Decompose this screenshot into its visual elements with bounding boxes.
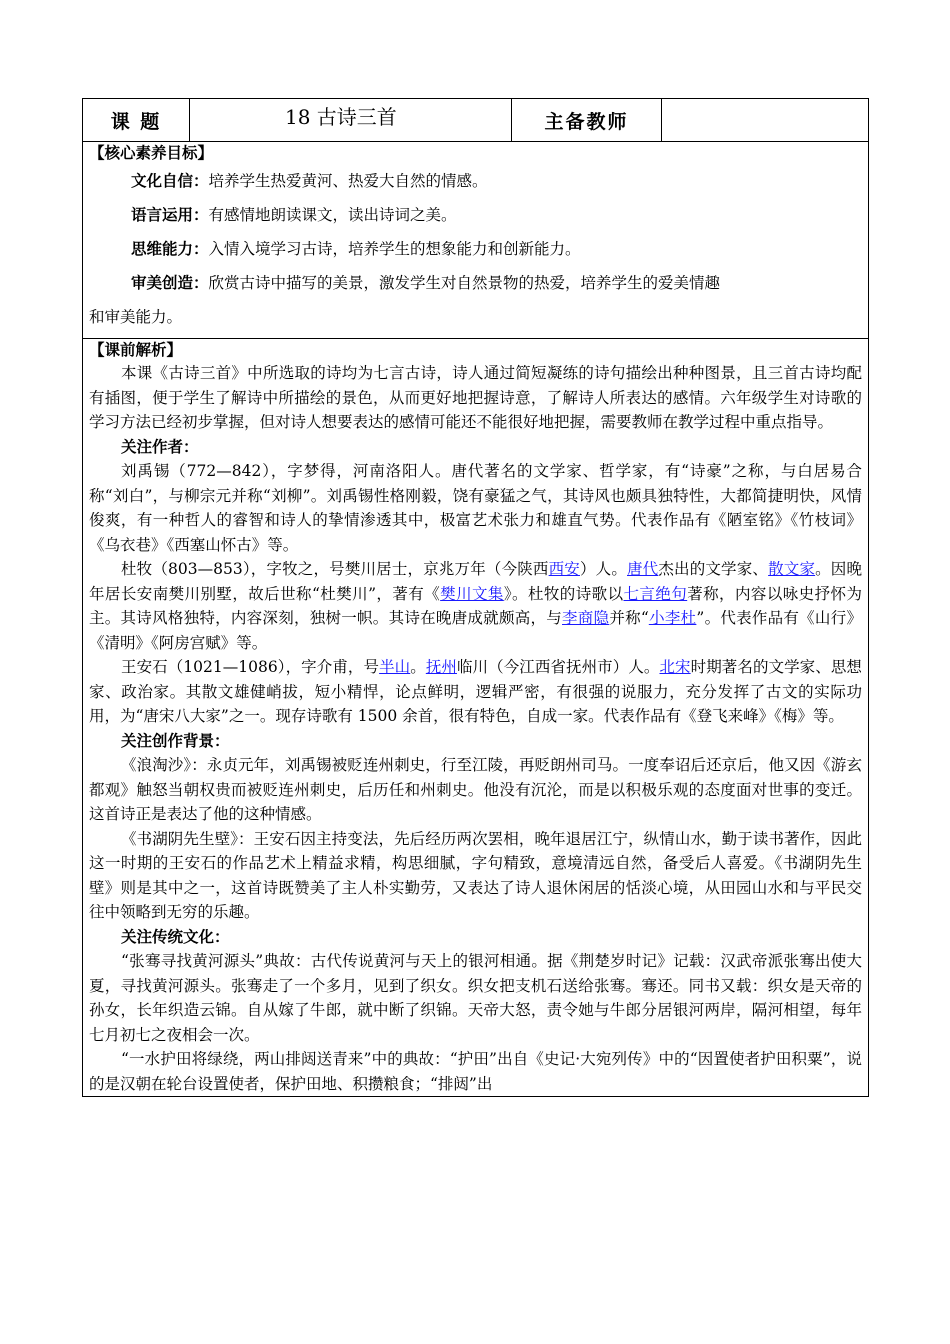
link-fuzhou[interactable]: 抚州 bbox=[425, 658, 457, 676]
goal-label: 文化自信： bbox=[131, 171, 209, 190]
lesson-title: 18 古诗三首 bbox=[190, 99, 512, 142]
goal-text: 入情入境学习古诗，培养学生的想象能力和创新能力。 bbox=[208, 240, 581, 258]
pre-analysis-cell bbox=[83, 339, 869, 1097]
header-row bbox=[83, 99, 869, 142]
goal-text: 欣赏古诗中描写的美景，激发学生对自然景物的热爱，培养学生的爱美情趣 bbox=[208, 274, 721, 292]
culture-paragraph-1: “张骞寻找黄河源头”典故：古代传说黄河与天上的银河相通。据《荆楚岁时记》记载：汉武帝派张骞出使大夏，寻找黄河源头。张骞走了一个多月，见到了织女。织女把支机石送给张骞。骞还。同书又载：织女是天帝的孙女，长年织造云锦。自从嫁了牛郎，就中断了织锦。天帝大怒，责令她与牛郎分居银河两岸，隔河相望，每年七月初七之夜相会一次。 bbox=[89, 952, 862, 1044]
pre-section-title: 【课前解析】 bbox=[89, 340, 183, 359]
du-paragraph bbox=[83, 557, 868, 655]
link-qiyan-jueju[interactable]: 七言绝句 bbox=[623, 584, 688, 603]
lesson-plan-page bbox=[82, 98, 868, 1097]
text-span: ”。代表作品有《山行》《清明》《阿房宫赋》等。 bbox=[89, 609, 862, 652]
text-span: 时期著名的文学家、思想家、政治家。其散文雄健峭拔，短小精悍，论点鲜明，逻辑严密，有很强的说服力，充分发挥了古文的实际功用，为“唐宋八大家”之一。现存诗歌有 1500 余首，很有特色，自成一家。代表作品有《登飞来峰》《梅》等。 bbox=[89, 658, 862, 725]
intro-paragraph: 本课《古诗三首》中所选取的诗均为七言古诗，诗人通过简短凝练的诗句描绘出种种图景，且三首古诗均配有插图，便于学生了解诗中所描绘的景色，从而更好地把握诗意，了解诗人所表达的感情。六年级学生对诗歌的学习方法已经初步掌握，但对诗人想要表达的感情可能还不能很好地把握，需要教师在教学过程中重点指导。 bbox=[89, 364, 862, 431]
teacher-label: 主备教师 bbox=[512, 99, 662, 142]
text-span: 》。杜牧的诗歌以 bbox=[503, 584, 624, 603]
link-prose-writer[interactable]: 散文家 bbox=[768, 560, 816, 578]
link-northern-song[interactable]: 北宋 bbox=[659, 658, 691, 676]
goal-text: 培养学生热爱黄河、热爱大自然的情感。 bbox=[208, 172, 488, 190]
goal-text: 有感情地朗读课文，读出诗词之美。 bbox=[208, 206, 457, 224]
background-paragraph-2: 《书湖阴先生壁》：王安石因主持变法，先后经历两次罢相，晚年退居江宁，纵情山水，勤于读书著作，因此这一时期的王安石的作品艺术上精益求精，构思细腻，字句精致，意境清远自然，备受后人喜爱。《书湖阴先生壁》则是其中之一，这首诗既赞美了主人朴实勤劳，又表达了诗人退休闲居的恬淡心境，从田园山水和与平民交往中领略到无穷的乐趣。 bbox=[89, 829, 862, 921]
core-goals-cell bbox=[83, 142, 869, 339]
core-section-title: 【核心素养目标】 bbox=[89, 143, 214, 162]
core-goals-row bbox=[83, 142, 869, 339]
link-li-shangyin[interactable]: 李商隐 bbox=[562, 609, 610, 627]
text-span: 临川（今江西省抚州市）人。 bbox=[456, 658, 660, 676]
goal-label: 语言运用： bbox=[131, 205, 209, 224]
goal-aesthetic bbox=[83, 266, 868, 300]
goal-language bbox=[83, 198, 868, 232]
text-span: 杜牧（803—853），字牧之，号樊川居士，京兆万年（今陕西 bbox=[121, 560, 549, 578]
link-tang[interactable]: 唐代 bbox=[627, 560, 659, 578]
culture-heading: 关注传统文化： bbox=[121, 926, 230, 946]
culture-paragraph-2: “一水护田将绿绕，两山排闼送青来”中的典故：“护田”出自《史记·大宛列传》中的“因置使者护田积粟”，说的是汉朝在轮台设置使者，保护田地、积攒粮食；“排闼”出 bbox=[89, 1050, 862, 1093]
background-heading: 关注创作背景： bbox=[121, 730, 230, 750]
text-span: 并称“ bbox=[609, 609, 649, 627]
goal-culture bbox=[83, 164, 868, 198]
background-paragraph-1: 《浪淘沙》：永贞元年，刘禹锡被贬连州刺史，行至江陵，再贬朗州司马。一度奉诏后还京后，他又因《游玄都观》触怒当朝权贵而被贬连州刺史，后历任和州刺史。他没有沉沦，而是以积极乐观的态度面对世事的变迁。这首诗正是表达了他的这种情感。 bbox=[89, 756, 862, 823]
subject-label: 课 题 bbox=[83, 99, 190, 142]
link-xian[interactable]: 西安 bbox=[548, 560, 580, 578]
text-span: 王安石（1021—1086），字介甫，号 bbox=[121, 658, 380, 676]
text-span: 。 bbox=[410, 658, 426, 676]
goal-label: 审美创造： bbox=[131, 273, 209, 292]
author-heading: 关注作者： bbox=[121, 436, 199, 456]
text-span: 杰出的文学家、 bbox=[658, 560, 769, 578]
text-span: 。因晚年居长安南樊川别墅，故后世称“杜樊川”，著有《 bbox=[89, 560, 862, 603]
goal-aesthetic-wrap: 和审美能力。 bbox=[89, 308, 183, 326]
lesson-plan-table bbox=[82, 98, 869, 1097]
link-banshan[interactable]: 半山 bbox=[379, 658, 411, 676]
liu-paragraph: 刘禹锡（772—842），字梦得，河南洛阳人。唐代著名的文学家、哲学家，有“诗豪”之称，与白居易合称“刘白”，与柳宗元并称“刘柳”。刘禹锡性格刚毅，饶有豪猛之气，其诗风也颇具独特性，大都简捷明快，风情俊爽，有一种哲人的睿智和诗人的挚情渗透其中，极富艺术张力和雄直气势。代表作品有《陋室铭》《竹枝词》《乌衣巷》《西塞山怀古》等。 bbox=[89, 462, 862, 554]
link-xiao-li-du[interactable]: 小李杜 bbox=[648, 609, 697, 627]
text-span: 著称，内容以咏史抒怀为主。其诗风格独特，内容深刻，独树一帜。其诗在晚唐成就颇高，与 bbox=[89, 584, 862, 627]
text-span: ）人。 bbox=[579, 560, 627, 578]
wang-paragraph bbox=[83, 655, 868, 729]
goal-label: 思维能力： bbox=[131, 239, 209, 258]
teacher-value bbox=[662, 99, 869, 142]
goal-thinking bbox=[83, 232, 868, 266]
pre-analysis-row bbox=[83, 339, 869, 1097]
link-fanchuan-collection[interactable]: 樊川文集 bbox=[440, 584, 504, 603]
